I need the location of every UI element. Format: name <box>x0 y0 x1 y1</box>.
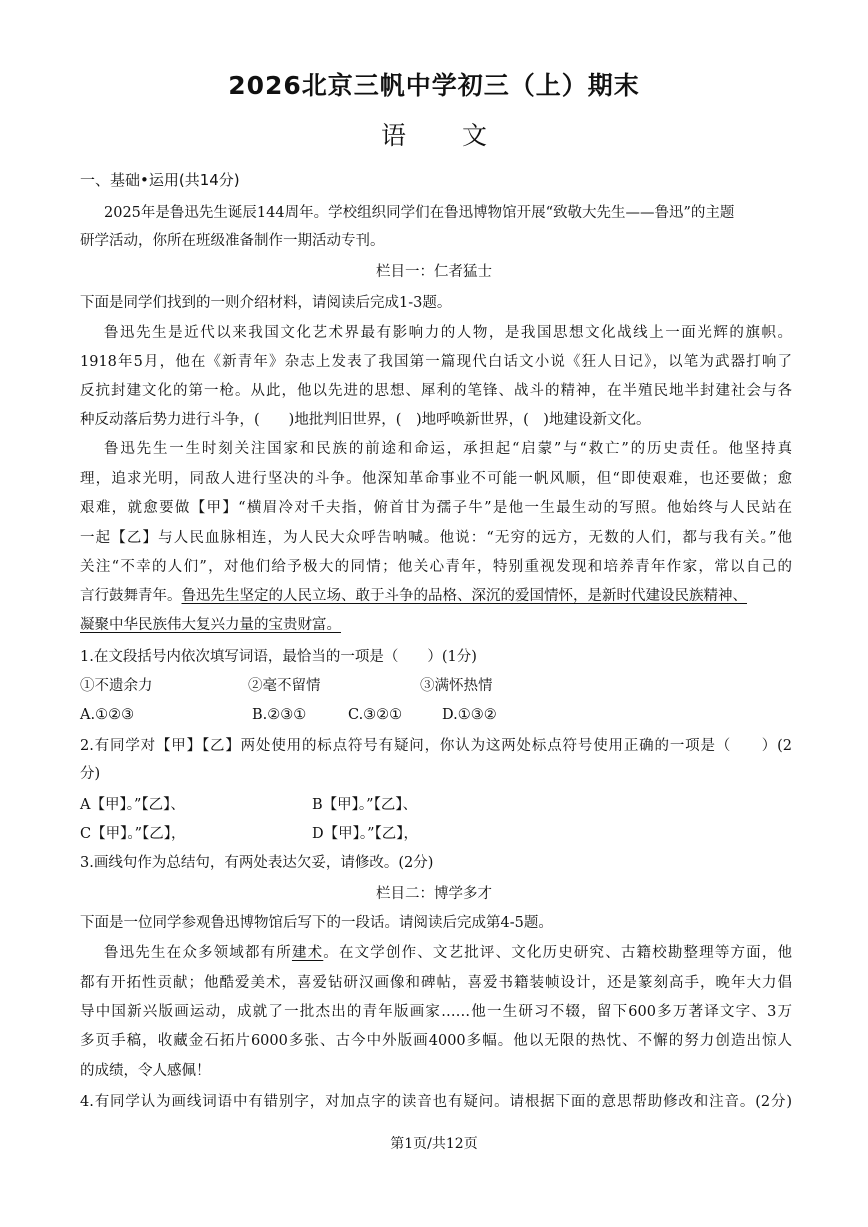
question-3: 3.画线句作为总结句，有两处表达欠妥，请修改。(2分) <box>80 855 434 871</box>
q1-word-3: ③满怀热情 <box>420 678 493 694</box>
passage-3-line-5: 的成绩，令人感佩！ <box>80 1063 211 1079</box>
passage-1-line-1: 鲁迅先生是近代以来我国文化艺术界最有影响力的人物，是我国思想文化战线上一面光辉的旗帜。 <box>104 325 792 341</box>
section-heading: 一、基础•运用(共14分) <box>80 171 240 189</box>
column-1-instruction: 下面是同学们找到的一则介绍材料，请阅读后完成1-3题。 <box>80 295 452 311</box>
question-2-line-2: 分) <box>80 766 101 782</box>
passage-2-plain-text: 言行鼓舞青年。 <box>80 588 182 604</box>
q2-option-a: A【甲】。”【乙】、 <box>80 797 185 813</box>
passage-2-line-4: 一起【乙】与人民血脉相连，为人民大众呼告呐喊。他说：“无穷的远方，无数的人们，都与我有关。”他 <box>80 530 792 546</box>
page-title: 2026北京三帆中学初三（上）期末 <box>228 71 640 100</box>
intro-line-2: 研学活动，你所在班级准备制作一期活动专刊。 <box>80 233 385 249</box>
q2-option-c: C【甲】。”【乙】， <box>80 826 186 842</box>
q1-word-2: ②毫不留情 <box>248 678 321 694</box>
underlined-word: 建术 <box>291 945 324 961</box>
subject-char-2: 文 <box>462 121 488 150</box>
underlined-sentence-part-1: 鲁迅先生坚定的人民立场、敢于斗争的品格、深沉的爱国情怀，是新时代建设民族精神、 <box>181 588 747 604</box>
question-4: 4.有同学认为画线词语中有错别字，对加点字的读音也有疑问。请根据下面的意思帮助修改和注音。(2分) <box>80 1094 792 1110</box>
column-2-title: 栏目二：博学多才 <box>376 886 492 902</box>
passage-2-line-5: 关注“不幸的人们”，对他们给予极大的同情；他关心青年，特别重视发现和培养青年作家，常以自己的 <box>80 559 792 575</box>
passage-3-text-a: 鲁迅先生在众多领域都有所 <box>104 945 292 961</box>
column-2-instruction: 下面是一位同学参观鲁迅博物馆后写下的一段话。请阅读后完成第4-5题。 <box>80 915 553 931</box>
page-number: 第1页/共12页 <box>390 1136 478 1152</box>
passage-3-text-b: 。在文学创作、文艺批评、文化历史研究、古籍校勘整理等方面，他 <box>323 945 792 961</box>
passage-3-line-2: 都有开拓性贡献；他酷爱美术，喜爱钻研汉画像和碑帖，喜爱书籍装帧设计，还是篆刻高手，晚年大力倡 <box>80 975 792 991</box>
passage-2-line-6 <box>80 586 792 606</box>
passage-2-line-3: 艰难，就愈要做【甲】“横眉冷对千夫指，俯首甘为孺子牛”是他一生最生动的写照。他始终与人民站在 <box>80 500 792 516</box>
passage-1-line-4: 种反动落后势力进行斗争，( )地批判旧世界，( )地呼唤新世界，( )地建设新文化。 <box>80 412 651 428</box>
q1-option-a: A.①②③ <box>80 707 135 723</box>
q2-option-d: D【甲】。”【乙】， <box>312 826 419 842</box>
underlined-sentence-part-2: 凝聚中华民族伟大复兴力量的宝贵财富。 <box>80 617 341 633</box>
passage-3-line-3: 导中国新兴版画运动，成就了一批杰出的青年版画家……他一生研习不辍，留下600多万著译文字、3万 <box>80 1004 792 1020</box>
question-2-line-1: 2.有同学对【甲】【乙】两处使用的标点符号有疑问，你认为这两处标点符号使用正确的一项是（ ）(2 <box>80 738 792 754</box>
intro-line-1: 2025年是鲁迅先生诞辰144周年。学校组织同学们在鲁迅博物馆开展“致敬大先生——鲁迅”的主题 <box>104 205 735 221</box>
q1-option-c: C.③②① <box>348 707 403 723</box>
q2-option-b: B【甲】。”【乙】、 <box>312 797 418 813</box>
column-1-title: 栏目一：仁者猛士 <box>376 264 492 280</box>
passage-3-line-1 <box>104 943 792 963</box>
passage-3-line-4: 多页手稿，收藏金石拓片6000多张、古今中外版画4000多幅。他以无限的热忱、不懈的努力创造出惊人 <box>80 1033 792 1049</box>
q1-option-d: D.①③② <box>442 707 497 723</box>
q1-word-1: ①不遗余力 <box>80 678 153 694</box>
q1-option-b: B.②③① <box>252 707 307 723</box>
subject-heading <box>0 116 868 152</box>
passage-1-line-2: 1918年5月，他在《新青年》杂志上发表了我国第一篇现代白话文小说《狂人日记》，以笔为武器打响了 <box>80 354 792 370</box>
passage-1-line-3: 反抗封建文化的第一枪。从此，他以先进的思想、犀利的笔锋、战斗的精神，在半殖民地半封建社会与各 <box>80 383 792 399</box>
question-1: 1.在文段括号内依次填写词语，最恰当的一项是（ ）(1分) <box>80 649 477 665</box>
passage-2-line-1: 鲁迅先生一生时刻关注国家和民族的前途和命运，承担起“启蒙”与“救亡”的历史责任。他坚持真 <box>104 441 792 457</box>
subject-char-1: 语 <box>380 121 406 150</box>
passage-2-line-2: 理，追求光明，同敌人进行坚决的斗争。他深知革命事业不可能一帆风顺，但“即使艰难，也还要做；愈 <box>80 471 792 487</box>
